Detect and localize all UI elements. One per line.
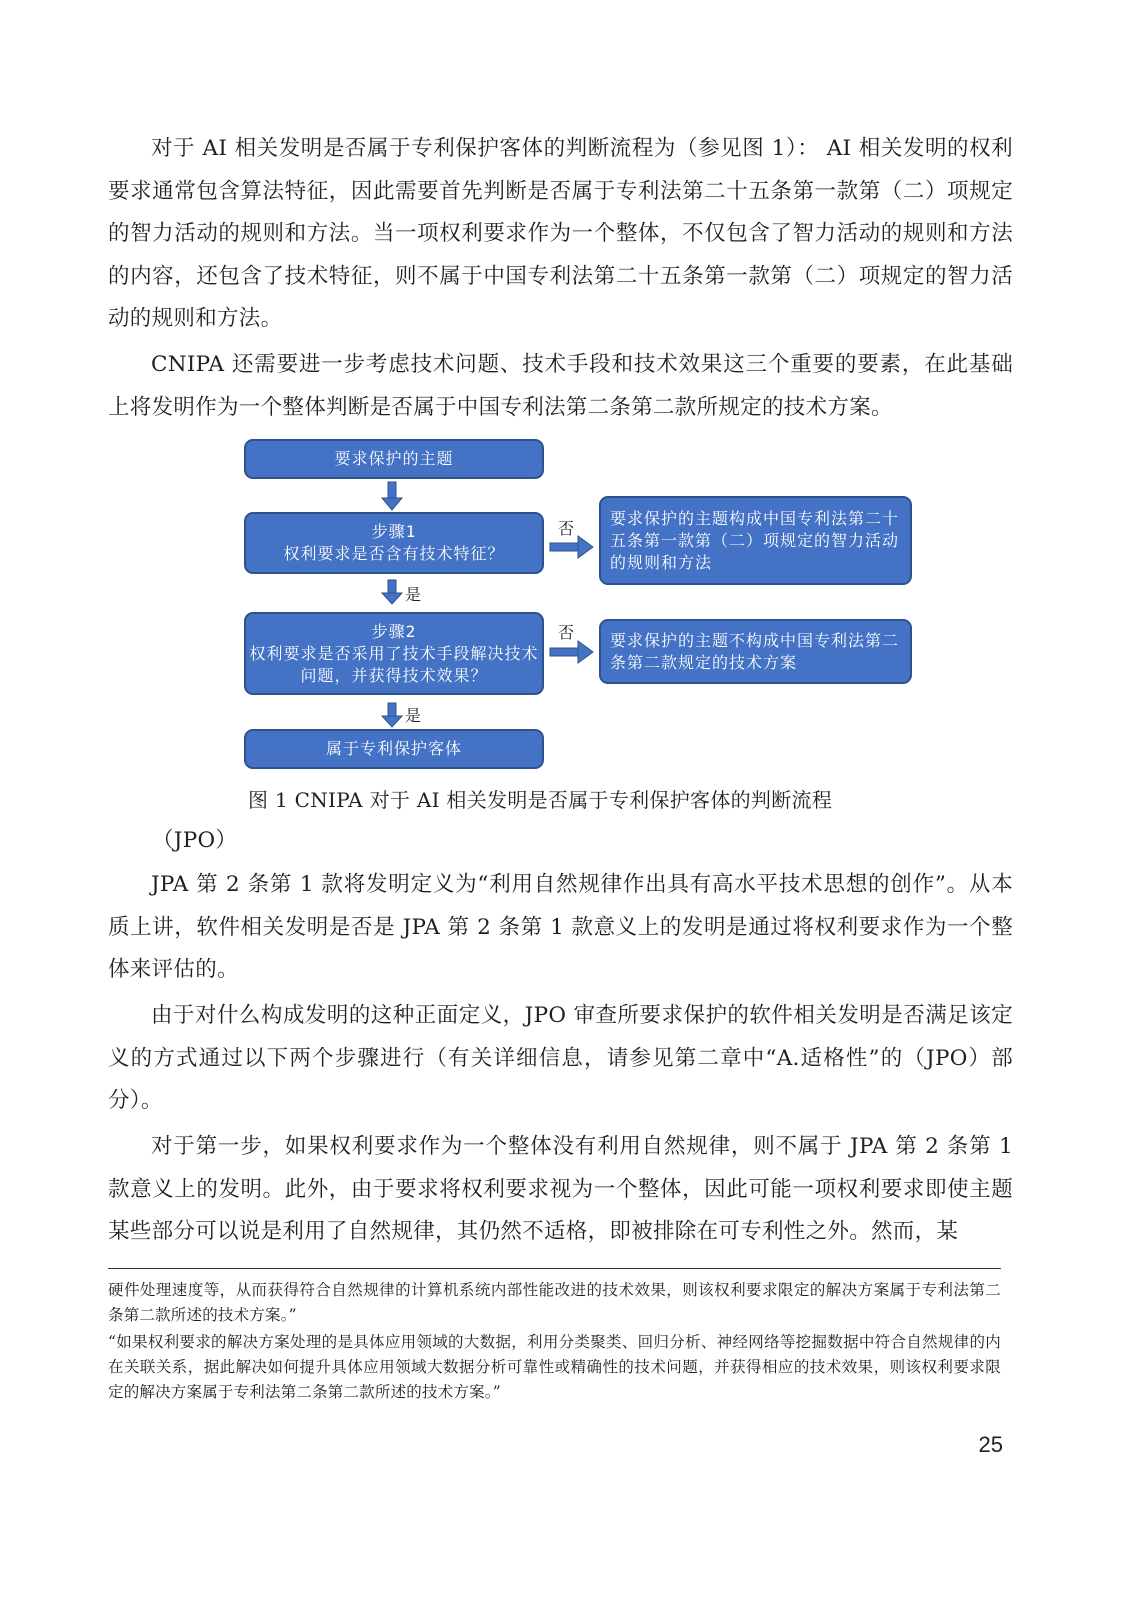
- paragraph-ai-judgment-process: 对于 AI 相关发明是否属于专利保护客体的判断流程为（参见图 1）： AI 相关发明的权利要求通常包含算法特征，因此需要首先判断是否属于专利法第二十五条第一款第（二）项规定的智力活动的规则和方法。当一项权利要求作为一个整体，不仅包含了智力活动的规则和方法的内容，还包含了技术特征，则不属于中国专利法第二十五条第一款第（二）项规定的智力活动的规则和方法。: [108, 136, 1013, 331]
- step1-title: 步骤1: [371, 522, 417, 541]
- flow-end-box: [244, 729, 544, 769]
- paragraph-jpo-two-steps: 由于对什么构成发明的这种正面定义，JPO 审查所要求保护的软件相关发明是否满足该定义的方式通过以下两个步骤进行（有关详细信息，请参见第二章中“A.适格性”的（JPO）部分）。: [108, 1003, 1013, 1113]
- down-arrow-icon: [381, 703, 403, 729]
- no-label-2: 否: [558, 623, 575, 642]
- step2-question: 权利要求是否采用了技术手段解决技术问题，并获得技术效果？: [249, 643, 539, 685]
- flow-result1-box: [599, 496, 912, 585]
- yes-label-1: 是: [405, 585, 422, 604]
- paragraph-first-step: 对于第一步，如果权利要求作为一个整体没有利用自然规律，则不属于 JPA 第 2 条第 1 款意义上的发明。此外，由于要求将权利要求视为一个整体，因此可能一项权利要求即使主题某些部分可以说是利用了自然规律，其仍然不适格，即被排除在可专利性之外。然而，某: [108, 1134, 1013, 1244]
- footnote-2: “如果权利要求的解决方案处理的是具体应用领域的大数据，利用分类聚类、回归分析、神经网络等挖掘数据中符合自然规律的内在关联关系，据此解决如何提升具体应用领域大数据分析可靠性或精确性的技术问题，并获得相应的技术效果，则该权利要求限定的解决方案属于专利法第二条第二款所述的技术方案。”: [108, 1333, 1001, 1401]
- step1-question: 权利要求是否含有技术特征？: [283, 544, 505, 563]
- footnote-1: 硬件处理速度等，从而获得符合自然规律的计算机系统内部性能改进的技术效果，则该权利要求限定的解决方案属于专利法第二条第二款所述的技术方案。”: [108, 1281, 1001, 1324]
- flow-end-text: 属于专利保护客体: [325, 739, 462, 758]
- down-arrow-icon: [381, 580, 403, 606]
- result1-text: 要求保护的主题构成中国专利法第二十五条第一款第（二）项规定的智力活动的规则和方法: [610, 508, 900, 572]
- paragraph-cnipa-further: CNIPA 还需要进一步考虑技术问题、技术手段和技术效果这三个重要的要素，在此基础上将发明作为一个整体判断是否属于中国专利法第二条第二款所规定的技术方案。: [108, 352, 1013, 420]
- down-arrow-icon: [381, 482, 403, 512]
- yes-label-2: 是: [405, 706, 422, 725]
- right-arrow-icon: [550, 535, 594, 559]
- result2-text: 要求保护的主题不构成中国专利法第二条第二款规定的技术方案: [610, 630, 900, 672]
- flow-step2-box: [244, 612, 544, 695]
- flow-result2-box: [599, 619, 912, 684]
- figure-caption: 图 1 CNIPA 对于 AI 相关发明是否属于专利保护客体的判断流程: [248, 788, 833, 812]
- flow-start-text: 要求保护的主题: [334, 449, 454, 468]
- no-label-1: 否: [558, 519, 575, 538]
- flow-step1-box: [244, 512, 544, 574]
- paragraph-jpa-definition: JPA 第 2 条第 1 款将发明定义为“利用自然规律作出具有高水平技术思想的创作”。从本质上讲，软件相关发明是否是 JPA 第 2 条第 1 款意义上的发明是通过将权利要求作为一个整体来评估的。: [108, 872, 1013, 982]
- footnote-divider: [108, 1268, 1001, 1269]
- right-arrow-icon: [550, 640, 594, 664]
- flow-start-box: [244, 439, 544, 479]
- step2-title: 步骤2: [371, 621, 417, 641]
- page-number: 25: [978, 1432, 1003, 1457]
- section-heading-jpo: （JPO）: [152, 828, 238, 853]
